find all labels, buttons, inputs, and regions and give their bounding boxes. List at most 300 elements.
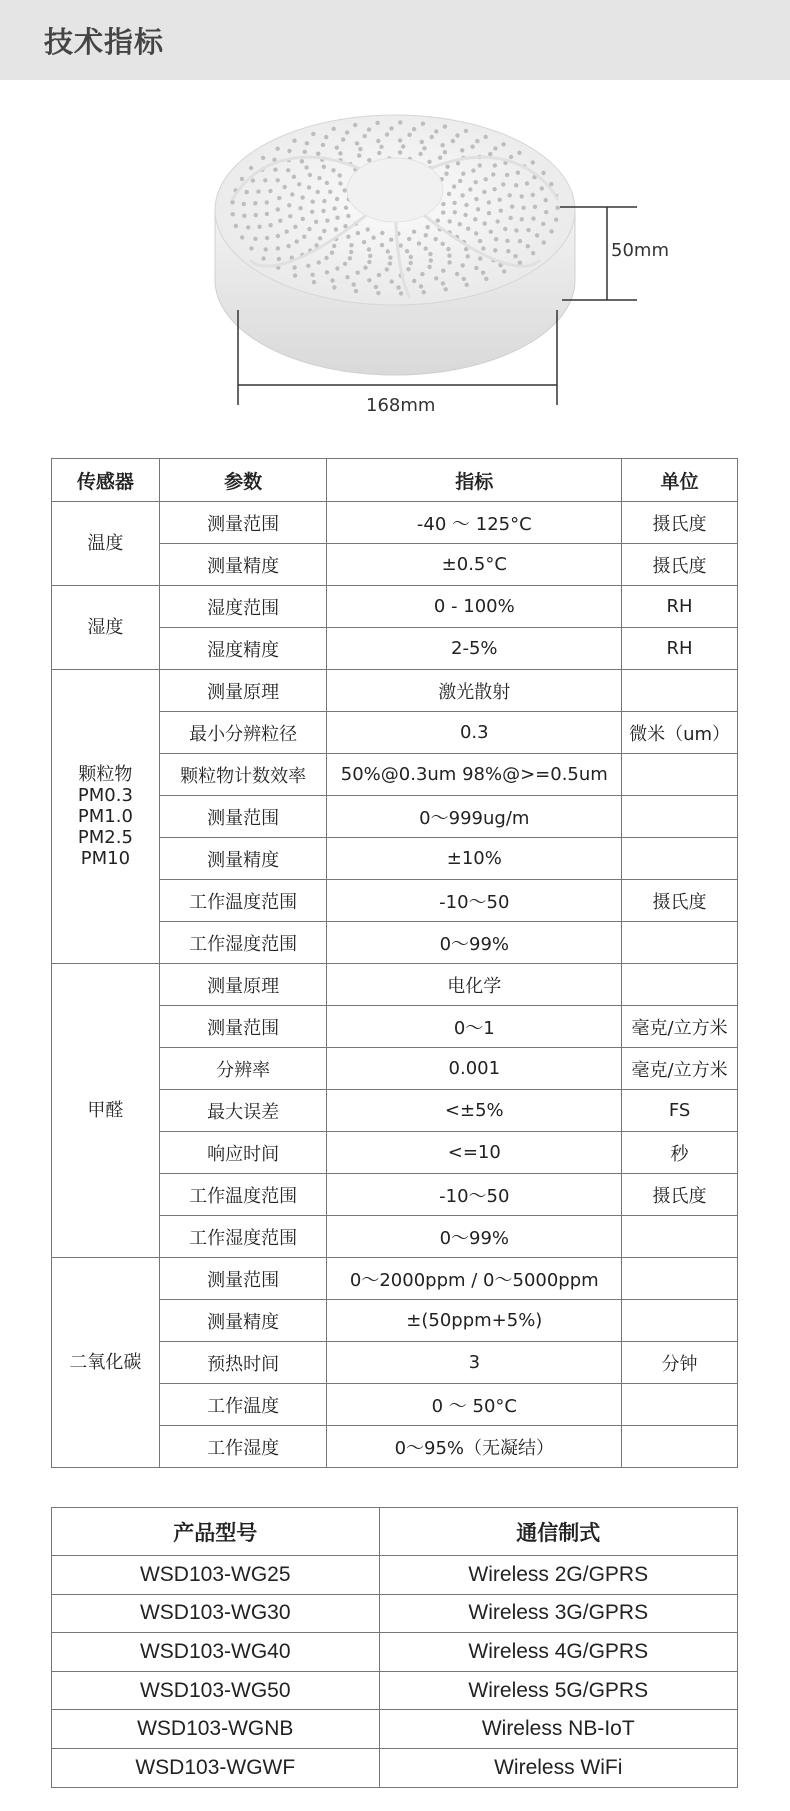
vent-hole	[422, 290, 426, 294]
vent-hole	[455, 133, 459, 137]
vent-hole	[488, 152, 492, 156]
spec-table	[51, 458, 738, 1468]
vent-hole	[481, 271, 485, 275]
value-cell: -10～50	[327, 880, 622, 922]
unit-cell	[622, 1300, 738, 1342]
vent-hole	[301, 217, 305, 221]
spec-row	[52, 502, 738, 544]
vent-hole	[341, 137, 345, 141]
vent-hole	[389, 126, 393, 130]
vent-hole	[363, 266, 367, 270]
value-cell: <±5%	[327, 1090, 622, 1132]
vent-hole	[306, 264, 310, 268]
unit-cell: 分钟	[622, 1342, 738, 1384]
vent-hole	[332, 244, 336, 248]
vent-hole	[303, 150, 307, 154]
value-cell: 0～99%	[327, 922, 622, 964]
vent-hole	[474, 180, 478, 184]
vent-hole	[290, 192, 294, 196]
vent-hole	[317, 260, 321, 264]
vent-hole	[334, 227, 338, 231]
vent-hole	[385, 132, 389, 136]
vent-hole	[292, 265, 296, 269]
vent-hole	[487, 211, 491, 215]
vent-hole	[265, 200, 269, 204]
vent-hole	[505, 173, 509, 177]
param-cell: 最大误差	[159, 1090, 327, 1132]
vent-hole	[295, 239, 299, 243]
vent-hole	[444, 172, 448, 176]
unit-cell: 微米（um）	[622, 712, 738, 754]
vent-hole	[531, 216, 535, 220]
value-cell: 0～99%	[327, 1216, 622, 1258]
vent-hole	[388, 261, 392, 265]
vent-hole	[420, 140, 424, 144]
vent-hole	[311, 200, 315, 204]
vent-hole	[352, 282, 356, 286]
vent-hole	[517, 151, 521, 155]
vent-hole	[331, 168, 335, 172]
unit-cell	[622, 796, 738, 838]
vent-hole	[325, 270, 329, 274]
sensor-name-line: PM1.0	[77, 806, 133, 827]
vent-hole	[388, 255, 392, 259]
vent-hole	[478, 256, 482, 260]
vent-hole	[345, 130, 349, 134]
vent-hole	[501, 182, 505, 186]
vent-hole	[368, 254, 372, 258]
vent-hole	[277, 257, 281, 261]
sensor-name-cell: 甲醛	[52, 964, 160, 1258]
unit-cell: FS	[622, 1090, 738, 1132]
unit-cell	[622, 670, 738, 712]
vent-hole	[338, 173, 342, 177]
vent-hole	[549, 229, 553, 233]
param-cell: 测量范围	[159, 1258, 327, 1300]
unit-cell	[622, 1426, 738, 1468]
vent-hole	[314, 220, 318, 224]
value-cell: 2-5%	[327, 628, 622, 670]
param-cell: 测量精度	[159, 544, 327, 586]
vent-hole	[531, 160, 535, 164]
vent-hole	[422, 146, 426, 150]
model-cell: WSD103-WGWF	[52, 1748, 380, 1787]
header-value: 指标	[327, 459, 622, 502]
vent-hole	[318, 236, 322, 240]
vent-hole	[487, 200, 491, 204]
vent-hole	[521, 206, 525, 210]
vent-hole	[482, 190, 486, 194]
vent-hole	[451, 139, 455, 143]
vent-hole	[385, 267, 389, 271]
vent-hole	[292, 175, 296, 179]
vent-hole	[389, 238, 393, 242]
vent-hole	[287, 149, 291, 153]
sensor-name-cell: 二氧化碳	[52, 1258, 160, 1468]
vent-hole	[406, 267, 410, 271]
vent-hole	[464, 203, 468, 207]
vent-hole	[285, 229, 289, 233]
vent-hole	[354, 289, 358, 293]
vent-hole	[345, 275, 349, 279]
unit-cell: 毫克/立方米	[622, 1006, 738, 1048]
vent-hole	[332, 206, 336, 210]
value-cell: 0 - 100%	[327, 586, 622, 628]
vent-hole	[242, 214, 246, 218]
comm-cell: Wireless 4G/GPRS	[379, 1633, 737, 1672]
vent-hole	[436, 218, 440, 222]
vent-hole	[465, 283, 469, 287]
vent-hole	[429, 258, 433, 262]
vent-hole	[275, 147, 279, 151]
param-cell: 测量范围	[159, 1006, 327, 1048]
header-sensor: 传感器	[52, 459, 160, 502]
param-cell: 分辨率	[159, 1048, 327, 1090]
spec-row	[52, 586, 738, 628]
param-cell: 测量范围	[159, 796, 327, 838]
vent-hole	[427, 265, 431, 269]
vent-hole	[268, 223, 272, 227]
vent-hole	[412, 279, 416, 283]
vent-hole	[444, 287, 448, 291]
vent-hole	[424, 246, 428, 250]
product-figure	[0, 80, 790, 440]
vent-hole	[441, 242, 445, 246]
vent-hole	[556, 206, 560, 210]
comm-cell: Wireless WiFi	[379, 1748, 737, 1787]
param-cell: 工作温度	[159, 1384, 327, 1426]
vent-hole	[253, 237, 257, 241]
vent-hole	[390, 279, 394, 283]
vent-hole	[427, 160, 431, 164]
vent-hole	[466, 227, 470, 231]
vent-hole	[409, 255, 413, 259]
vent-hole	[322, 229, 326, 233]
vent-hole	[474, 231, 478, 235]
unit-cell	[622, 1216, 738, 1258]
model-cell: WSD103-WG40	[52, 1633, 380, 1672]
vent-hole	[353, 123, 357, 127]
vent-hole	[261, 256, 265, 260]
vent-hole	[231, 212, 235, 216]
vent-hole	[335, 146, 339, 150]
vent-hole	[305, 141, 309, 145]
model-row	[52, 1671, 738, 1710]
vent-hole	[434, 129, 438, 133]
vent-hole	[460, 148, 464, 152]
vent-hole	[441, 281, 445, 285]
vent-hole	[293, 273, 297, 277]
vent-hole	[443, 124, 447, 128]
vent-hole	[380, 231, 384, 235]
vent-hole	[251, 178, 255, 182]
vent-hole	[493, 163, 497, 167]
height-dimension-label: 50mm	[611, 240, 669, 261]
vent-hole	[343, 262, 347, 266]
sensor-name-line: 颗粒物	[78, 764, 133, 785]
vent-hole	[377, 273, 381, 277]
vent-hole	[441, 269, 445, 273]
vent-hole	[456, 161, 460, 165]
vent-hole	[407, 237, 411, 241]
vent-hole	[513, 254, 517, 258]
vent-hole	[348, 256, 352, 260]
vent-hole	[434, 276, 438, 280]
vent-hole	[496, 219, 500, 223]
vent-hole	[525, 181, 529, 185]
vent-hole	[246, 225, 250, 229]
vent-hole	[343, 188, 347, 192]
vent-hole	[509, 155, 513, 159]
vent-hole	[458, 179, 462, 183]
vent-hole	[253, 201, 257, 205]
vent-hole	[332, 127, 336, 131]
vent-hole	[307, 185, 311, 189]
param-cell: 测量原理	[159, 964, 327, 1006]
vent-hole	[554, 218, 558, 222]
vent-hole	[386, 249, 390, 253]
spec-header-row	[52, 459, 738, 502]
vent-hole	[398, 138, 402, 142]
vent-hole	[245, 190, 249, 194]
param-cell: 工作湿度范围	[159, 922, 327, 964]
vent-hole	[335, 266, 339, 270]
vent-hole	[264, 247, 268, 251]
spec-row	[52, 670, 738, 712]
vent-hole	[346, 214, 350, 218]
unit-cell: RH	[622, 628, 738, 670]
vent-hole	[356, 231, 360, 235]
vent-hole	[297, 182, 301, 186]
vent-hole	[261, 156, 265, 160]
vent-hole	[421, 122, 425, 126]
value-cell: 0 ～ 50°C	[327, 1384, 622, 1426]
vent-hole	[544, 210, 548, 214]
value-cell: 0.3	[327, 712, 622, 754]
vent-hole	[440, 143, 444, 147]
vent-hole	[462, 277, 466, 281]
unit-cell	[622, 1384, 738, 1426]
vent-hole	[298, 206, 302, 210]
vent-hole	[263, 178, 267, 182]
section-header	[0, 0, 790, 80]
unit-cell: 摄氏度	[622, 1174, 738, 1216]
vent-hole	[330, 251, 334, 255]
param-cell: 湿度范围	[159, 586, 327, 628]
vent-hole	[483, 221, 487, 225]
unit-cell	[622, 838, 738, 880]
unit-cell	[622, 964, 738, 1006]
width-dimension-label: 168mm	[366, 395, 436, 416]
vent-hole	[491, 172, 495, 176]
vent-hole	[349, 250, 353, 254]
vent-hole	[316, 152, 320, 156]
vent-hole	[418, 152, 422, 156]
vent-hole	[447, 254, 451, 258]
param-cell: 工作温度范围	[159, 880, 327, 922]
vent-hole	[276, 178, 280, 182]
vent-hole	[476, 207, 480, 211]
vent-hole	[328, 190, 332, 194]
vent-hole	[367, 278, 371, 282]
header-model: 产品型号	[52, 1508, 380, 1556]
value-cell: 3	[327, 1342, 622, 1384]
vent-hole	[276, 234, 280, 238]
vent-hole	[304, 165, 308, 169]
vent-hole	[335, 197, 339, 201]
vent-hole	[424, 233, 428, 237]
vent-hole	[367, 247, 371, 251]
vent-hole	[249, 166, 253, 170]
vent-hole	[316, 190, 320, 194]
vent-hole	[322, 165, 326, 169]
vent-hole	[325, 181, 329, 185]
value-cell: 0～999ug/m	[327, 796, 622, 838]
vent-hole	[324, 135, 328, 139]
spec-row	[52, 964, 738, 1006]
vent-hole	[441, 210, 445, 214]
vent-hole	[343, 224, 347, 228]
param-cell: 工作湿度	[159, 1426, 327, 1468]
param-cell: 湿度精度	[159, 628, 327, 670]
vent-hole	[307, 227, 311, 231]
device-image	[0, 80, 790, 440]
vent-hole	[363, 134, 367, 138]
vent-hole	[407, 133, 411, 137]
vent-hole	[419, 284, 423, 288]
vent-hole	[349, 243, 353, 247]
vent-hole	[461, 263, 465, 267]
vent-hole	[506, 249, 510, 253]
vent-hole	[493, 146, 497, 150]
model-cell: WSD103-WG50	[52, 1671, 380, 1710]
value-cell: 电化学	[327, 964, 622, 1006]
vent-hole	[494, 237, 498, 241]
vent-hole	[520, 194, 524, 198]
vent-hole	[471, 168, 475, 172]
vent-hole	[268, 189, 272, 193]
vent-hole	[447, 260, 451, 264]
unit-cell: 秒	[622, 1132, 738, 1174]
vent-hole	[541, 171, 545, 175]
vent-hole	[509, 216, 513, 220]
vent-hole	[498, 198, 502, 202]
model-table	[51, 1507, 738, 1788]
vent-hole	[321, 143, 325, 147]
value-cell: 0～95%（无凝结）	[327, 1426, 622, 1468]
vent-hole	[474, 197, 478, 201]
section-title: 技术指标	[44, 25, 165, 59]
vent-hole	[531, 251, 535, 255]
vent-hole	[367, 260, 371, 264]
vent-hole	[325, 218, 329, 222]
vent-hole	[249, 246, 253, 250]
vent-hole	[508, 193, 512, 197]
param-cell: 最小分辨粒径	[159, 712, 327, 754]
vent-hole	[344, 206, 348, 210]
vent-hole	[321, 209, 325, 213]
vent-hole	[288, 214, 292, 218]
vent-hole	[412, 230, 416, 234]
comm-cell: Wireless 5G/GPRS	[379, 1671, 737, 1710]
unit-cell: 摄氏度	[622, 502, 738, 544]
vent-hole	[257, 225, 261, 229]
vent-hole	[510, 204, 514, 208]
vent-hole	[312, 280, 316, 284]
value-cell: 激光散射	[327, 670, 622, 712]
model-row	[52, 1633, 738, 1672]
vent-hole	[518, 239, 522, 243]
vent-hole	[358, 147, 362, 151]
sensor-name-cell	[52, 670, 160, 964]
value-cell: -40 ～ 125°C	[327, 502, 622, 544]
vent-hole	[300, 159, 304, 163]
value-cell: 0.001	[327, 1048, 622, 1090]
vent-hole	[287, 203, 291, 207]
vent-hole	[448, 219, 452, 223]
vent-hole	[503, 227, 507, 231]
vent-hole	[292, 139, 296, 143]
value-cell: 50%@0.3um 98%@>=0.5um	[327, 754, 622, 796]
vent-hole	[505, 239, 509, 243]
vent-hole	[484, 277, 488, 281]
vent-hole	[277, 196, 281, 200]
header-unit: 单位	[622, 459, 738, 502]
vent-hole	[401, 144, 405, 148]
vent-hole	[286, 244, 290, 248]
vent-hole	[463, 213, 467, 217]
vent-hole	[475, 139, 479, 143]
vent-hole	[478, 239, 482, 243]
vent-hole	[492, 187, 496, 191]
vent-hole	[531, 193, 535, 197]
vent-hole	[399, 291, 403, 295]
param-cell: 测量精度	[159, 838, 327, 880]
vent-hole	[417, 241, 421, 245]
vent-hole	[473, 217, 477, 221]
vent-hole	[330, 278, 334, 282]
vent-hole	[265, 236, 269, 240]
vent-hole	[310, 210, 314, 214]
vent-hole	[254, 213, 258, 217]
header-param: 参数	[159, 459, 327, 502]
vent-hole	[520, 217, 524, 221]
vent-hole	[452, 201, 456, 205]
vent-hole	[464, 129, 468, 133]
vent-hole	[278, 219, 282, 223]
vent-hole	[518, 261, 522, 265]
vent-hole	[356, 271, 360, 275]
vent-hole	[335, 216, 339, 220]
vent-hole	[470, 145, 474, 149]
param-cell: 测量精度	[159, 1300, 327, 1342]
vent-hole	[324, 256, 328, 260]
vent-hole	[276, 207, 280, 211]
model-header-row	[52, 1508, 738, 1556]
param-cell: 测量原理	[159, 670, 327, 712]
model-cell: WSD103-WGNB	[52, 1710, 380, 1749]
model-row	[52, 1748, 738, 1787]
vent-hole	[514, 183, 518, 187]
sensor-name-line: PM10	[80, 848, 131, 869]
vent-hole	[438, 156, 442, 160]
comm-cell: Wireless 3G/GPRS	[379, 1594, 737, 1633]
vent-hole	[355, 141, 359, 145]
value-cell: ±10%	[327, 838, 622, 880]
vent-hole	[501, 142, 505, 146]
param-cell: 工作湿度范围	[159, 1216, 327, 1258]
vent-hole	[443, 150, 447, 154]
